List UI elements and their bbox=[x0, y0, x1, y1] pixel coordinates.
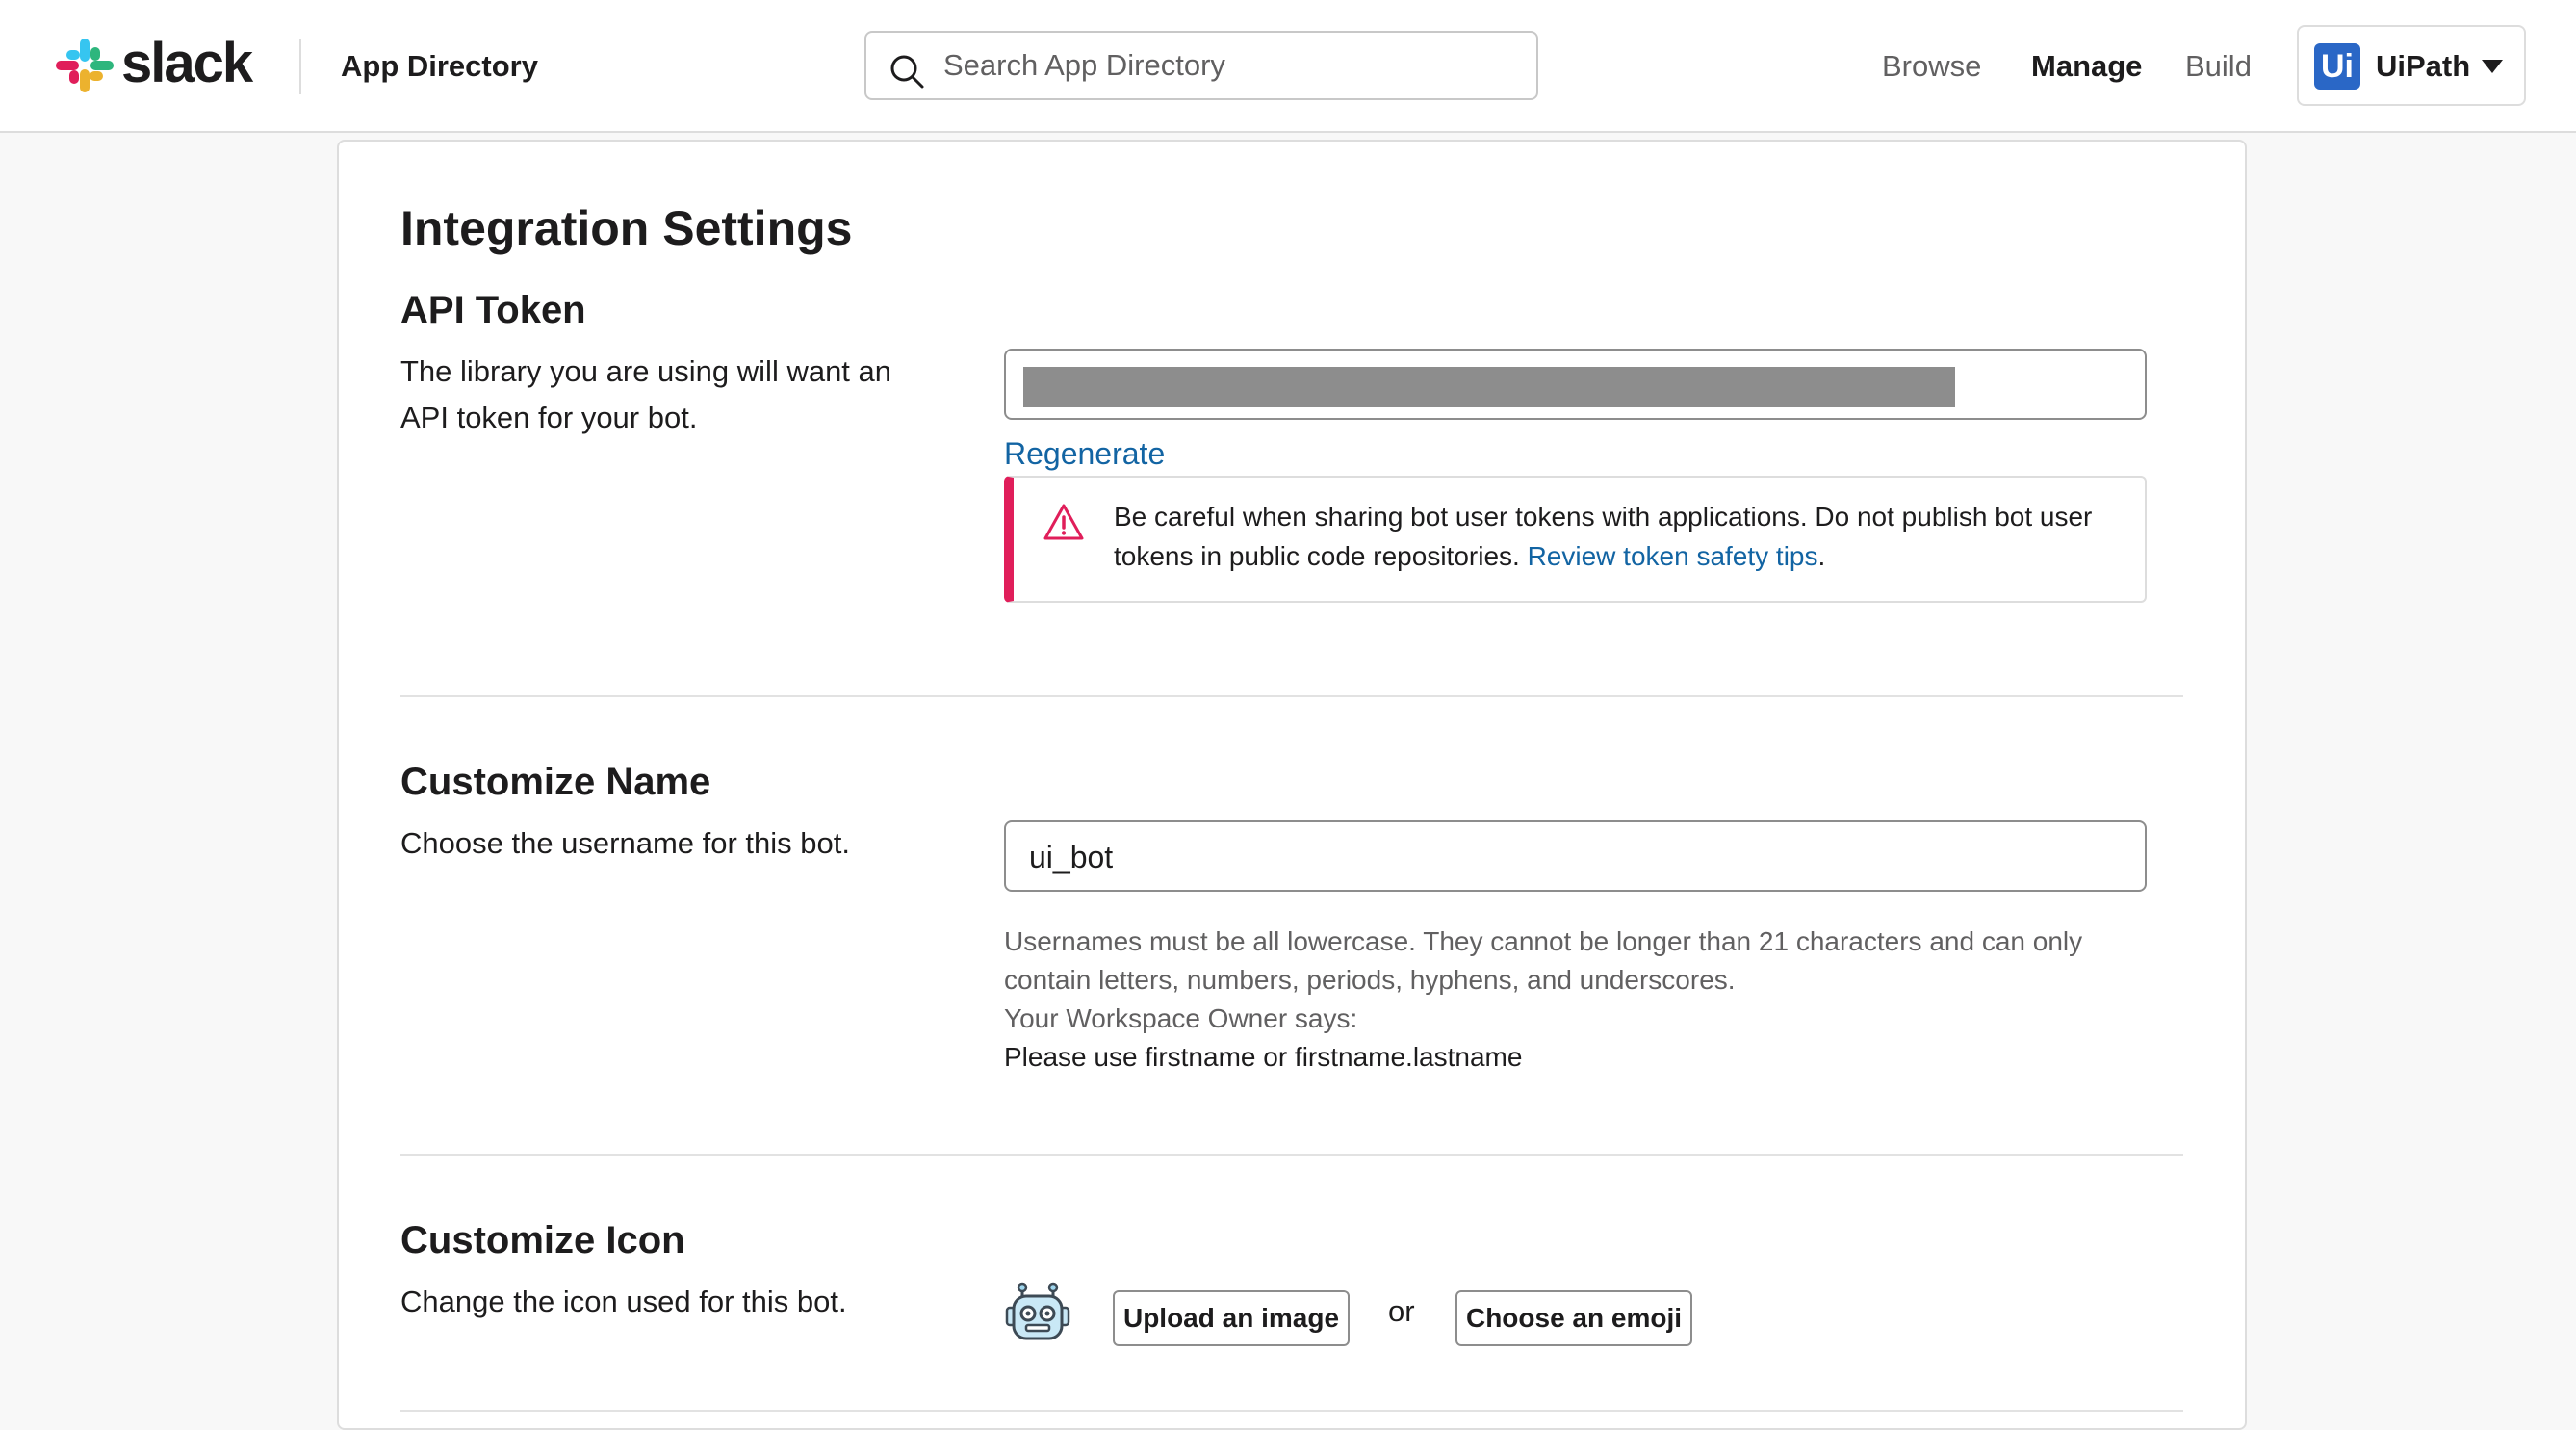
search-box[interactable] bbox=[864, 31, 1538, 100]
search-icon bbox=[888, 52, 926, 91]
username-rules: Usernames must be all lowercase. They cannot be longer than 21 characters and can only contain letters, numbers, periods, hyphens, and underscores. bbox=[1004, 926, 2083, 995]
upload-image-button[interactable]: Upload an image bbox=[1113, 1290, 1350, 1346]
section-divider bbox=[400, 1410, 2183, 1412]
slack-logo-icon[interactable] bbox=[56, 37, 114, 94]
username-input[interactable] bbox=[1029, 838, 2117, 876]
section-divider bbox=[400, 695, 2183, 697]
api-token-field[interactable] bbox=[1004, 349, 2147, 420]
customize-icon-description: Change the icon used for this bot. bbox=[400, 1285, 847, 1318]
warning-text bbox=[1114, 497, 2134, 576]
username-hint bbox=[1004, 923, 2147, 1077]
api-token-title: API Token bbox=[400, 289, 586, 331]
caret-down-icon bbox=[2482, 60, 2503, 73]
nav-build-link[interactable]: Build bbox=[2185, 49, 2252, 83]
api-token-description: The library you are using will want an API token for your bot. bbox=[400, 354, 892, 434]
workspace-avatar: Ui bbox=[2314, 43, 2360, 90]
warning-icon bbox=[1043, 503, 1085, 541]
owner-says-label: Your Workspace Owner says: bbox=[1004, 1003, 1358, 1033]
workspace-switcher[interactable] bbox=[2297, 25, 2526, 106]
nav-browse-link[interactable]: Browse bbox=[1882, 49, 1982, 83]
token-warning-banner bbox=[1004, 476, 2147, 603]
warning-suffix: . bbox=[1817, 541, 1826, 571]
token-redaction-mask bbox=[1023, 367, 1955, 407]
or-separator: or bbox=[1388, 1294, 1415, 1328]
search-input[interactable] bbox=[943, 46, 1511, 85]
page-title: Integration Settings bbox=[400, 201, 853, 255]
slack-wordmark[interactable]: slack bbox=[121, 32, 252, 94]
customize-name-description: Choose the username for this bot. bbox=[400, 826, 850, 860]
customize-name-title: Customize Name bbox=[400, 761, 711, 803]
app-directory-link[interactable]: App Directory bbox=[341, 49, 538, 83]
token-safety-tips-link[interactable]: Review token safety tips bbox=[1527, 541, 1818, 571]
username-field[interactable] bbox=[1004, 820, 2147, 892]
customize-icon-title: Customize Icon bbox=[400, 1219, 685, 1261]
workspace-name: UiPath bbox=[2376, 49, 2471, 83]
warning-message: Be careful when sharing bot user tokens with applications. Do not publish bot user tokens in public code repositories. bbox=[1114, 502, 2093, 571]
header-divider bbox=[299, 39, 301, 94]
regenerate-link[interactable]: Regenerate bbox=[1004, 436, 1166, 471]
owner-message: Please use firstname or firstname.lastname bbox=[1004, 1042, 1523, 1072]
choose-emoji-button[interactable]: Choose an emoji bbox=[1455, 1290, 1692, 1346]
top-navigation-bar bbox=[0, 0, 2576, 133]
robot-icon bbox=[1005, 1281, 1070, 1346]
section-divider bbox=[400, 1154, 2183, 1156]
nav-manage-link[interactable]: Manage bbox=[2031, 49, 2143, 83]
